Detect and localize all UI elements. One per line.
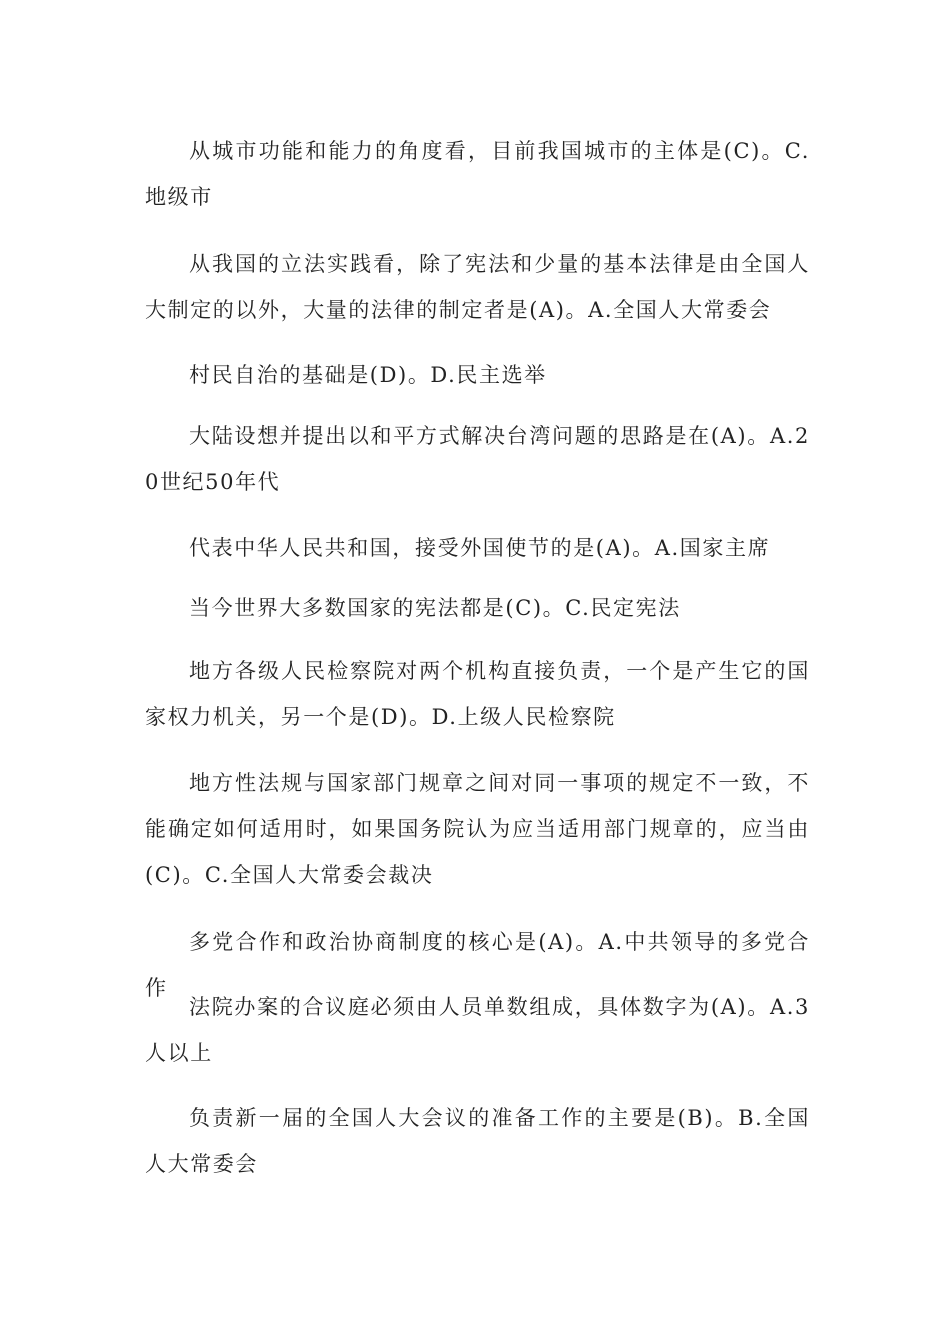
- qa-paragraph: 代表中华人民共和国，接受外国使节的是(A)。A.国家主席: [189, 536, 771, 560]
- qa-paragraph: 地方各级人民检察院对两个机构直接负责，一个是产生它的国家权力机关，另一个是(D)。D.上级人民检察院: [145, 659, 810, 729]
- qa-paragraph: 从城市功能和能力的角度看，目前我国城市的主体是(C)。C.地级市: [145, 139, 810, 209]
- qa-paragraph: 当今世界大多数国家的宪法都是(C)。C.民定宪法: [189, 596, 681, 620]
- qa-paragraph: 法院办案的合议庭必须由人员单数组成，具体数字为(A)。A.3人以上: [145, 995, 810, 1065]
- qa-paragraph: 多党合作和政治协商制度的核心是(A)。A.中共领导的多党合作: [145, 930, 810, 1000]
- qa-paragraph: 村民自治的基础是(D)。D.民主选举: [189, 363, 547, 387]
- qa-paragraph: 地方性法规与国家部门规章之间对同一事项的规定不一致，不能确定如何适用时，如果国务院认为应当适用部门规章的，应当由(C)。C.全国人大常委会裁决: [145, 771, 810, 887]
- qa-paragraph: 从我国的立法实践看，除了宪法和少量的基本法律是由全国人大制定的以外，大量的法律的制定者是(A)。A.全国人大常委会: [145, 252, 810, 322]
- qa-paragraph: 负责新一届的全国人大会议的准备工作的主要是(B)。B.全国人大常委会: [145, 1106, 810, 1176]
- qa-paragraph: 大陆设想并提出以和平方式解决台湾问题的思路是在(A)。A.20世纪50年代: [145, 424, 810, 494]
